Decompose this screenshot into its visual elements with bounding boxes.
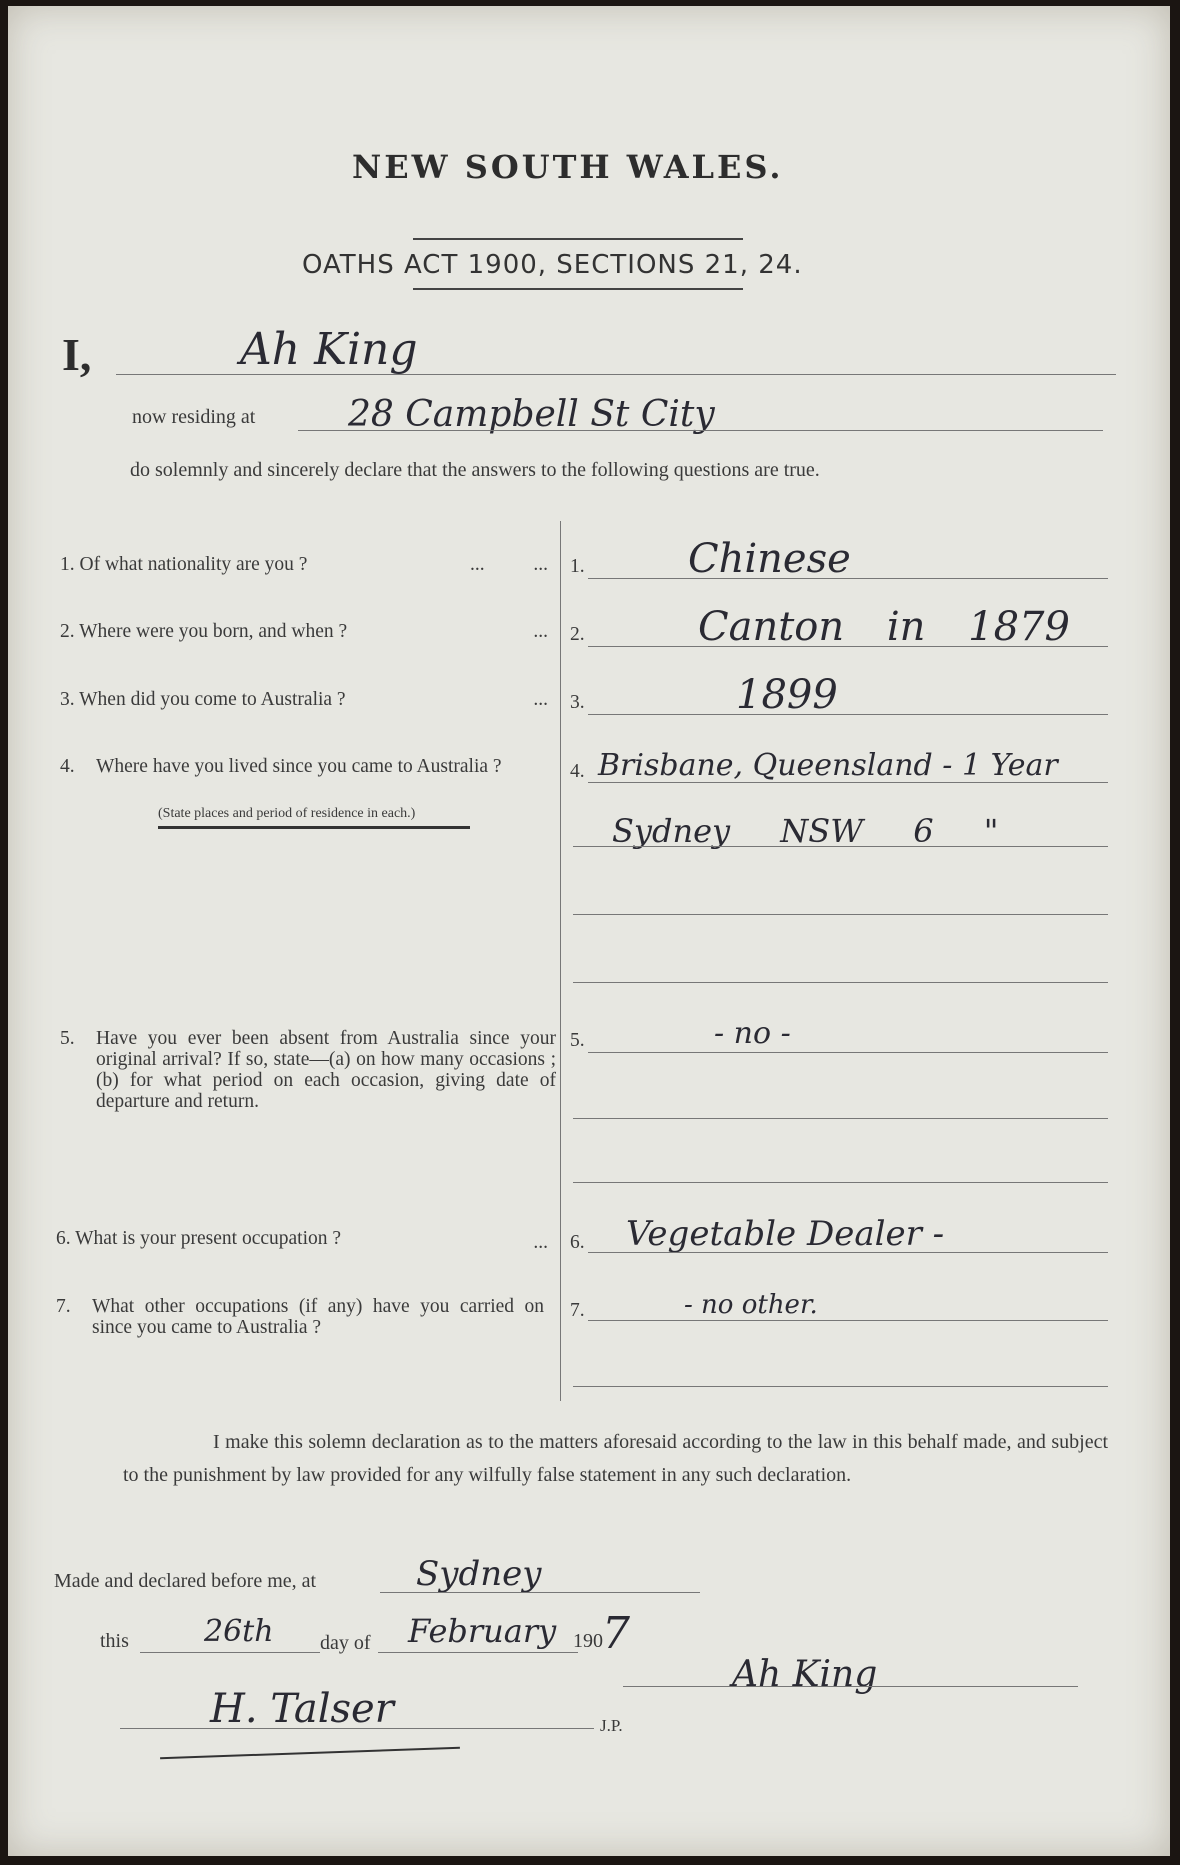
question-4-number: 4. [60,756,75,777]
question-3-text: When did you come to Australia ? [79,689,346,710]
answer-6-line [588,1252,1108,1253]
column-divider [560,521,561,1401]
question-3-dots: ... [533,689,548,710]
residing-address: 28 Campbell St City [348,394,715,435]
question-2-dots: ... [533,621,548,642]
question-3-number: 3. [60,689,75,710]
answer-7: - no other. [684,1290,818,1320]
answer-1: Chinese [688,536,851,582]
title-rule-bottom [413,288,743,290]
page-subtitle: OATHS ACT 1900, SECTIONS 21, 24. [302,250,803,280]
jp-signature: H. Talser [210,1686,394,1732]
answer-2-number: 2. [570,624,585,645]
residing-label: now residing at [132,406,256,428]
declared-place: Sydney [416,1554,542,1594]
declarant-signature-line [623,1686,1078,1687]
year-prefix: 190 [573,1630,603,1652]
declarant-name: Ah King [240,324,418,375]
answer-4-rule-1 [588,782,1108,783]
answer-5-rule-1 [588,1052,1108,1053]
question-4-note-underline [158,826,470,829]
answer-4-rule-4 [573,982,1108,983]
declarant-signature: Ah King [732,1654,878,1695]
answer-4-line-2: Sydney NSW 6 " [612,812,999,850]
declare-text: do solemnly and sincerely declare that the answers to the following questions are true. [130,459,820,481]
answer-7-rule-2 [573,1386,1108,1387]
answer-5-rule-2 [573,1118,1108,1119]
answer-3-number: 3. [570,692,585,713]
answer-5-rule-3 [573,1182,1108,1183]
declaration-form [8,6,1170,1856]
address-line [298,430,1103,431]
question-1-number: 1. [60,554,75,575]
question-2-number: 2. [60,621,75,642]
day-line [140,1652,320,1653]
question-6 [56,1228,550,1253]
answer-4-rule-3 [573,914,1108,915]
jp-label: J.P. [600,1716,623,1735]
answer-1-line [588,578,1108,579]
title-rule-top [413,238,743,240]
answer-5: - no - [714,1016,791,1051]
answer-4-rule-2 [573,846,1108,847]
answer-7-line [588,1320,1108,1321]
question-3 [60,689,550,710]
jp-line [120,1728,594,1729]
page-title: NEW SOUTH WALES. [352,148,784,186]
answer-4-number: 4. [570,761,585,782]
declarant-prefix: I, [62,329,92,380]
question-5 [60,1028,556,1112]
answer-3: 1899 [736,672,838,718]
month-line [378,1652,578,1653]
year-suffix: 7 [602,1608,630,1659]
question-6-dots: ... [533,1232,548,1253]
place-line [380,1592,700,1593]
answer-4-line-1: Brisbane, Queensland - 1 Year [598,748,1058,783]
answer-7-number: 7. [570,1300,585,1321]
made-declared-label: Made and declared before me, at [54,1570,317,1592]
question-1-dots: ... ... [470,554,548,575]
answer-3-line [588,714,1108,715]
answer-6-number: 6. [570,1232,585,1253]
day-of-label: day of [320,1632,371,1654]
declared-month: February [408,1612,557,1650]
answer-2: Canton in 1879 [698,604,1070,650]
question-7-number: 7. [56,1296,71,1317]
question-4-text: Where have you lived since you came to Australia ? [96,756,502,777]
declared-day: 26th [204,1614,274,1649]
question-1 [60,554,550,575]
question-7-text: What other occupations (if any) have you carried on since you came to Australia ? [92,1296,544,1338]
answer-1-number: 1. [570,556,585,577]
declaration-text: I make this solemn declaration as to the matters aforesaid according to the law in this behalf made, and subject to the punishment by law provided for any wilfully false statement in any such declaration. [123,1431,1108,1486]
question-5-number: 5. [60,1028,75,1049]
question-6-number: 6. [56,1228,71,1249]
question-4-note: (State places and period of residence in each.) [158,806,416,821]
question-6-text: What is your present occupation ? [75,1228,342,1249]
question-1-text: Of what nationality are you ? [79,554,308,575]
question-7 [56,1296,550,1338]
answer-6: Vegetable Dealer - [626,1214,945,1254]
question-5-text: Have you ever been absent from Australia since your original arrival? If so, state—(a) on how many occasions ; (b) for what period on each occasion, giving date of departure and return. [96,1028,556,1112]
name-line [116,374,1116,375]
answer-2-line [588,646,1108,647]
this-label: this [100,1630,129,1652]
question-2 [60,621,550,642]
question-2-text: Where were you born, and when ? [79,621,348,642]
question-4 [60,756,550,777]
answer-5-number: 5. [570,1030,585,1051]
jp-signature-flourish [160,1747,460,1759]
